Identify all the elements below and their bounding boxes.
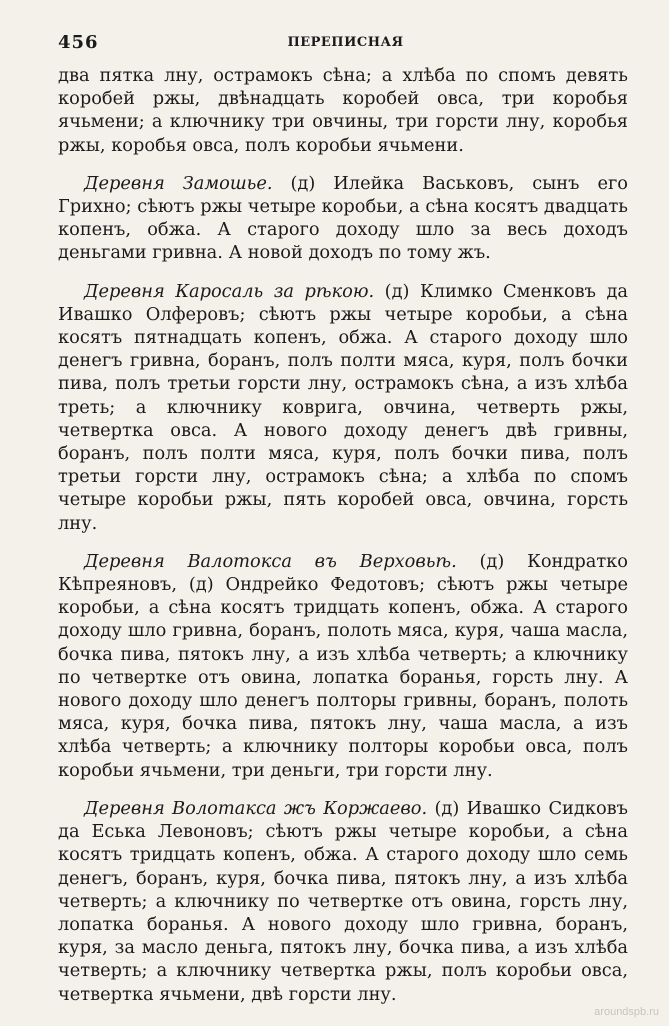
village-name: Деревня Волотакса жъ Коржаево. [84, 797, 428, 819]
page-number: 456 [58, 32, 99, 53]
page-header [58, 32, 633, 54]
village-entry-karosal [58, 280, 628, 535]
running-title: ПЕРЕПИСНАЯ [287, 35, 404, 50]
village-entry-valotoksa [58, 550, 628, 782]
entry-text: (д) Климко Сменковъ да Ивашко Олферовъ; сѣютъ ржы четыре коробьи, а сѣна косятъ пятнадцать копенъ, обжа. А старого доходу шло денегъ гривна, боранъ, полъ полти мяса, куря, полъ бочки пива, полъ третьи горсти лну, острамокъ сѣна, а изъ хлѣба треть; а ключнику коврига, овчина, четверть ржы, четвертка овса. А нового доходу денегъ двѣ гривны, боранъ, полъ полти мяса, куря, полъ бочки пива, полъ третьи горсти лну, острамокъ сѣна; а хлѣба по спомъ четыре коробьи ржы, пять коробей овса, овчина, горсть лну. [58, 280, 628, 534]
paragraph-continuation [58, 64, 628, 157]
village-entry-korzhaevo [58, 797, 628, 1006]
entry-text: (д) Илейка Васьковъ, сынъ его Грихно; сѣютъ ржы четыре коробьи, а сѣна косятъ двадцать копенъ, обжа. А старого доходу шло за весь доходъ деньгами гривна. А новой доходъ по тому жъ. [58, 172, 628, 264]
village-entry-zamoshye [58, 172, 628, 265]
village-name: Деревня Каросаль за рѣкою. [84, 280, 375, 302]
watermark: aroundspb.ru [594, 1006, 659, 1018]
entry-text: (д) Ивашко Сидковъ да Еська Левоновъ; сѣютъ ржы четыре коробьи, а сѣна косятъ тридцать копенъ, обжа. А старого доходу шло семь денегъ, боранъ, куря, бочка пива, пятокъ лну, а изъ хлѣба четверть; а ключнику по четвертке отъ овина, горсть лну, лопатка боранья. А нового доходу шло гривна, боранъ, куря, за масло деньга, пятокъ лну, бочка пива, а изъ хлѣба четверть; а ключнику четвертка ржы, полъ коробьи овса, четвертка ячьмени, двѣ горсти лну. [58, 797, 628, 1005]
village-name: Деревня Замошье. [84, 172, 273, 194]
entry-text: (д) Кондратко Кѣпреяновъ, (д) Ондрейко Федотовъ; сѣютъ ржы четыре коробьи, а сѣна косятъ тридцать копенъ, обжа. А старого доходу шло гривна, боранъ, полоть мяса, куря, чаша масла, бочка пива, пятокъ лну, а изъ хлѣба четверть; а ключнику по четвертке отъ овина, лопатка боранья, горсть лну. А нового доходу шло денегъ полторы гривны, боранъ, полоть мяса, куря, бочка пива, пятокъ лну, чаша масла, а изъ хлѣба четверть; а ключнику полторы коробьи овса, полъ коробьи ячьмени, три деньги, три горсти лну. [58, 550, 628, 781]
paragraph-text: два пятка лну, острамокъ сѣна; а хлѣба по спомъ девять коробей ржы, двѣнадцать коробей овса, три коробья ячьмени; а ключнику три овчины, три горсти лну, коробья ржы, коробья овса, полъ коробьи ячьмени. [58, 65, 628, 156]
body-text [58, 64, 628, 1006]
village-name: Деревня Валотокса въ Верховьѣ. [84, 550, 457, 572]
